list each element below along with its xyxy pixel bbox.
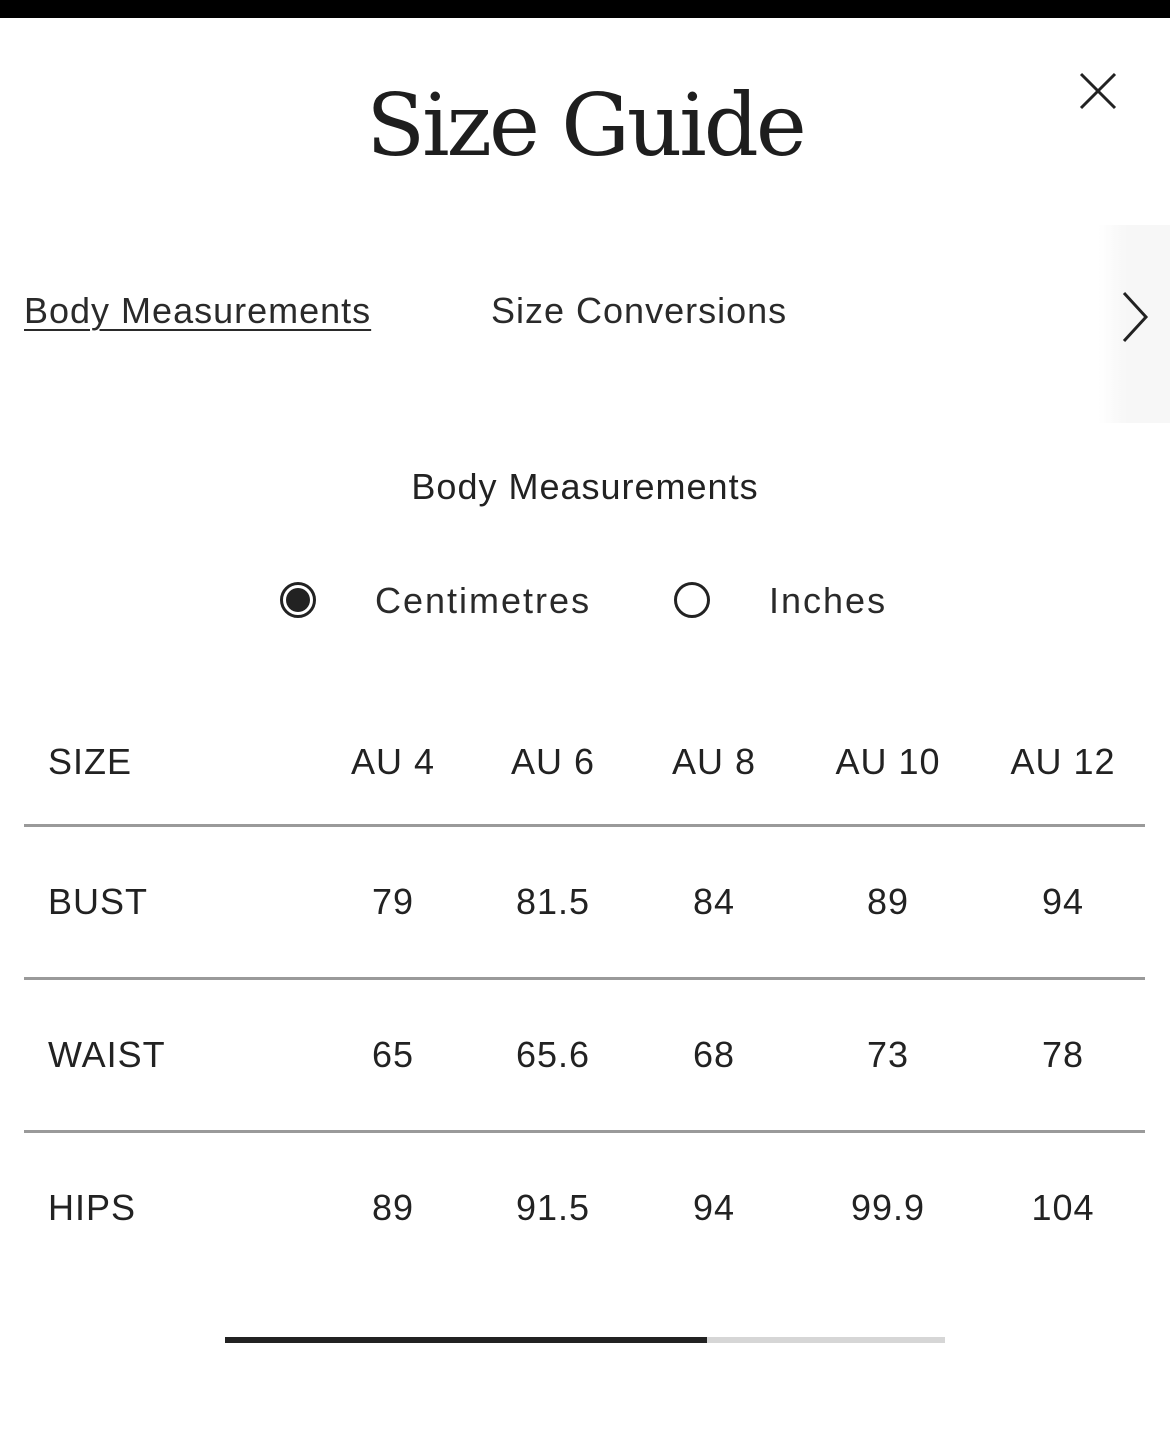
row-label: HIPS <box>24 1132 313 1284</box>
table-cell: 89 <box>795 826 981 979</box>
radio-label-inches[interactable]: Inches <box>769 580 888 621</box>
size-table <box>24 700 1145 1283</box>
table-cell: 94 <box>633 1132 795 1284</box>
column-header: SIZE <box>48 741 133 782</box>
tab-body-measurements[interactable]: Body Measurements <box>24 290 372 331</box>
table-cell: 81.5 <box>473 826 633 979</box>
column-header: AU 10 <box>835 741 941 782</box>
tab-bar <box>0 280 1170 350</box>
row-label: BUST <box>24 826 313 979</box>
tab-size-conversions[interactable]: Size Conversions <box>491 290 788 331</box>
table-header-row <box>24 700 1145 826</box>
column-header: AU 12 <box>1010 741 1116 782</box>
radio-centimetres[interactable] <box>279 581 317 619</box>
table-cell: 84 <box>633 826 795 979</box>
tabs-next-button[interactable] <box>1098 225 1170 423</box>
modal-title: Size Guide <box>366 76 804 176</box>
radio-inches[interactable] <box>673 581 711 619</box>
row-label: WAIST <box>24 979 313 1132</box>
chevron-right-icon <box>1120 289 1150 345</box>
table-row <box>24 1132 1145 1284</box>
table-cell: 99.9 <box>795 1132 981 1284</box>
status-bar <box>0 0 1170 18</box>
table-row <box>24 826 1145 979</box>
table-cell: 104 <box>981 1132 1145 1284</box>
radio-selected-icon <box>279 581 317 619</box>
section-title: Body Measurements <box>411 466 759 507</box>
table-cell: 94 <box>981 826 1145 979</box>
table-cell: 65 <box>313 979 473 1132</box>
radio-unselected-icon <box>673 581 711 619</box>
column-header: AU 8 <box>671 741 757 782</box>
column-header: AU 4 <box>350 741 436 782</box>
table-cell: 68 <box>633 979 795 1132</box>
table-cell: 89 <box>313 1132 473 1284</box>
close-button[interactable] <box>1073 66 1123 116</box>
table-cell: 78 <box>981 979 1145 1132</box>
table-row <box>24 979 1145 1132</box>
table-cell: 73 <box>795 979 981 1132</box>
close-icon <box>1073 66 1123 116</box>
table-cell: 91.5 <box>473 1132 633 1284</box>
column-header: AU 6 <box>510 741 596 782</box>
table-cell: 79 <box>313 826 473 979</box>
table-cell: 65.6 <box>473 979 633 1132</box>
horizontal-scrollbar-thumb[interactable] <box>225 1337 707 1343</box>
radio-label-centimetres[interactable]: Centimetres <box>375 580 592 621</box>
